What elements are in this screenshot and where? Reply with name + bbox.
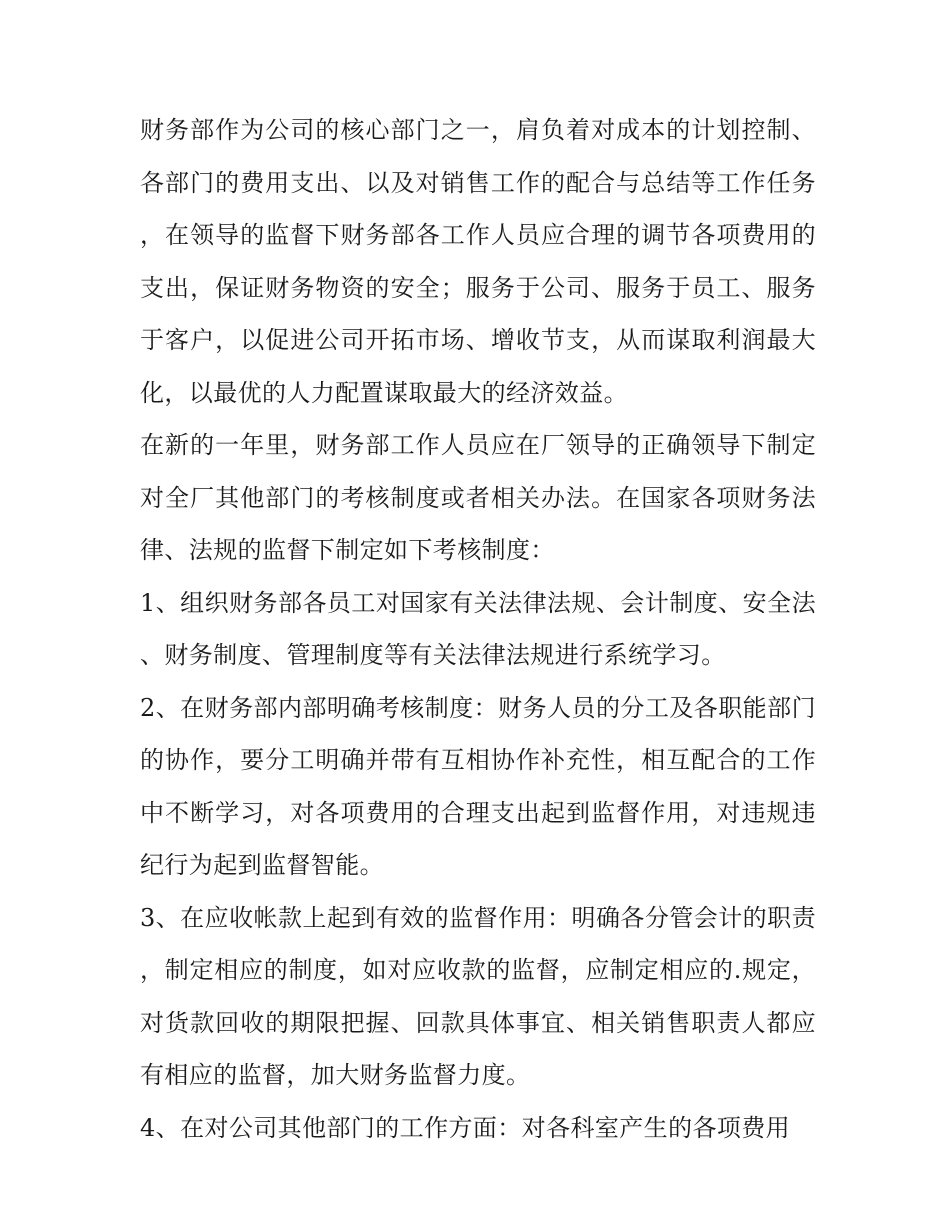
list-item-2: 2、在财务部内部明确考核制度：财务人员的分工及各职能部门的协作，要分工明确并带有互相协作补充性，相互配合的工作中不断学习，对各项费用的合理支出起到监督作用，对违规违纪行为起到监督智能。 bbox=[140, 693, 816, 879]
list-item-3: 3、在应收帐款上起到有效的监督作用：明确各分管会计的职责，制定相应的制度，如对应收款的监督，应制定相应的.规定，对货款回收的期限把握、回款具体事宜、相关销售职责人都应有相应的监督，加大财务监督力度。 bbox=[140, 903, 816, 1089]
list-item-4: 4、在对公司其他部门的工作方面：对各科室产生的各项费用 bbox=[140, 1113, 791, 1142]
paragraph-new-year: 在新的一年里，财务部工作人员应在厂领导的正确领导下制定对全厂其他部门的考核制度或者相关办法。在国家各项财务法律、法规的监督下制定如下考核制度： bbox=[140, 431, 816, 564]
list-item-1: 1、组织财务部各员工对国家有关法律法规、会计制度、安全法、财务制度、管理制度等有关法律法规进行系统学习。 bbox=[140, 588, 816, 669]
document-body bbox=[140, 104, 816, 1154]
paragraph-intro: 财务部作为公司的核心部门之一，肩负着对成本的计划控制、各部门的费用支出、以及对销售工作的配合与总结等工作任务，在领导的监督下财务部各工作人员应合理的调节各项费用的支出，保证财务物资的安全；服务于公司、服务于员工、服务于客户，以促进公司开拓市场、增收节支，从而谋取利润最大化，以最优的人力配置谋取最大的经济效益。 bbox=[140, 116, 816, 407]
